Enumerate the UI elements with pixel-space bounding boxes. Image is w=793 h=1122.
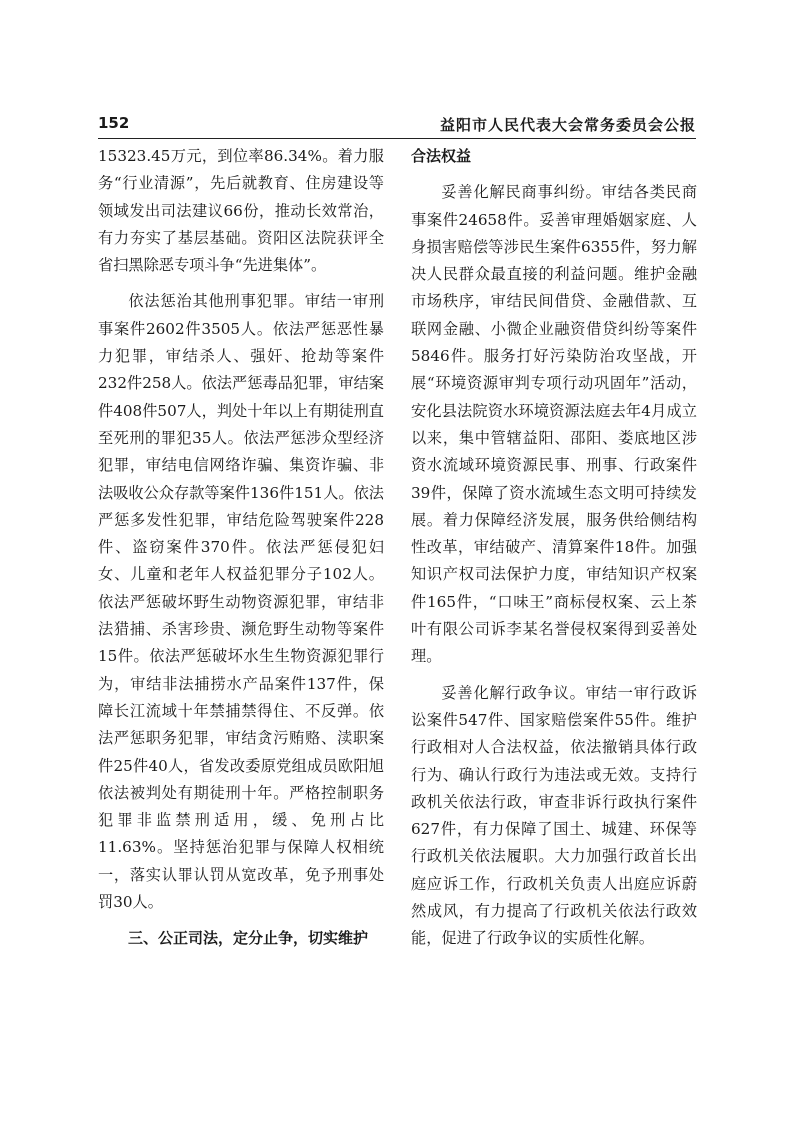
page-number: 152 — [98, 114, 130, 132]
paragraph-continuation: 15323.45万元，到位率86.34%。着力服务“行业清源”，先后就教育、住房建设等领域发出司法建议66份，推动长效常治，有力夯实了基层基础。资阳区法院获评全省扫黑除恶专项斗争“先进集体”。 — [98, 147, 384, 275]
page-header — [98, 112, 696, 139]
paragraph-criminal-cases: 依法惩治其他刑事犯罪。审结一审刑事案件2602件3505人。依法严惩恶性暴力犯罪，审结杀人、强奸、抢劫等案件232件258人。依法严惩毒品犯罪，审结案件408件507人，判处十年以上有期徒刑直至死刑的罪犯35人。依法严惩涉众型经济犯罪，审结电信网络诈骗、集资诈骗、非法吸收公众存款等案件136件151人。依法严惩多发性犯罪，审结危险驾驶案件228件、盗窃案件370件。依法严惩侵犯妇女、儿童和老年人权益犯罪分子102人。依法严惩破坏野生动物资源犯罪，审结非法猎捕、杀害珍贵、濒危野生动物等案件15件。依法严惩破坏水生生物资源犯罪行为，审结非法捕捞水产品案件137件，保障长江流域十年禁捕禁得住、不反弹。依法严惩职务犯罪，审结贪污贿赂、渎职案件25件40人，省发改委原党组成员欧阳旭依法被判处有期徒刑十年。严格控制职务犯罪非监禁刑适用，缓、免刑占比11.63%。坚持惩治犯罪与保障人权相统一，落实认罪认罚从宽改革，免予刑事处罚30人。 — [98, 292, 384, 912]
section-heading-continuation: 合法权益 — [411, 147, 472, 165]
paragraph-administrative-cases: 妥善化解行政争议。审结一审行政诉讼案件547件、国家赔偿案件55件。维护行政相对人合法权益，依法撤销具体行政行为、确认行政行为违法或无效。支持行政机关依法行政，审查非诉行政执行案件627件，有力保障了国土、城建、环保等行政机关依法履职。大力加强行政首长出庭应诉工作，行政机关负责人出庭应诉蔚然成风，有力提高了行政机关依法行政效能，促进了行政争议的实质性化解。 — [411, 683, 697, 948]
right-column — [411, 143, 697, 962]
journal-title: 益阳市人民代表大会常务委员会公报 — [439, 116, 696, 134]
section-heading: 三、公正司法，定分止争，切实维护 — [128, 929, 369, 948]
left-column — [98, 143, 384, 962]
paragraph-civil-cases: 妥善化解民商事纠纷。审结各类民商事案件24658件。妥善审理婚姻家庭、人身损害赔偿等涉民生案件6355件，努力解决人民群众最直接的利益问题。维护金融市场秩序，审结民间借贷、金融借款、互联网金融、小微企业融资借贷纠纷等案件5846件。服务打好污染防治攻坚战，开展“环境资源审判专项行动巩固年”活动，安化县法院资水环境资源法庭去年4月成立以来，集中管辖益阳、邵阳、娄底地区涉资水流域环境资源民事、刑事、行政案件39件，保障了资水流域生态文明可持续发展。着力保障经济发展，服务供给侧结构性改革，审结破产、清算案件18件。加强知识产权司法保护力度，审结知识产权案件165件，“口味王”商标侵权案、云上茶叶有限公司诉李某名誉侵权案得到妥善处理。 — [411, 183, 697, 666]
